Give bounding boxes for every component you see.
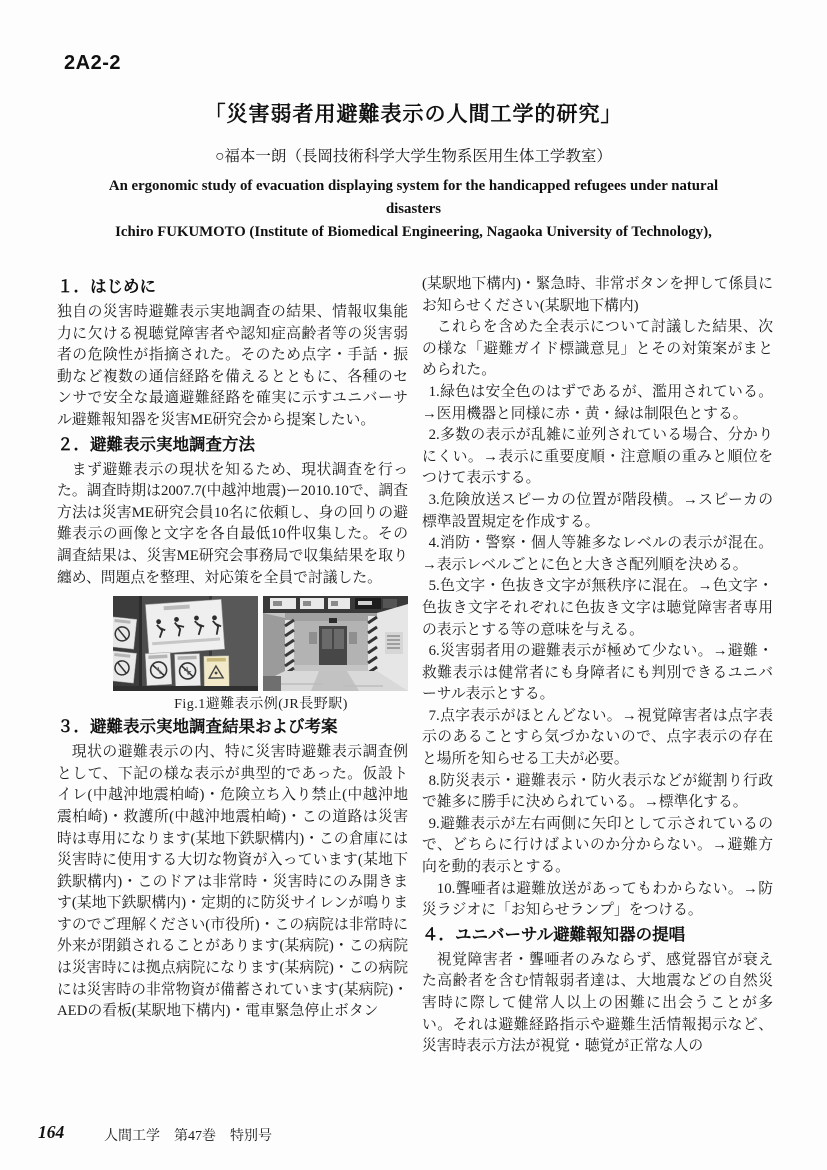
opinion-item-4: 4.消防・警察・個人等雑多なレベルの表示が混在。→表示レベルごとに色と大きさ配列順を決める。 [422, 535, 773, 573]
opinion-item-3: 3.危険放送スピーカの位置が階段横。→スピーカの標準設置規定を作成する。 [422, 491, 773, 530]
section-1-paragraph: 独自の災害時避難表示実地調査の結果、情報収集能力に欠ける視聴覚障害者や認知症高齢者等の災害弱者の危険性が指摘された。そのため点字・手話・振動など複数の通信経路を備えるとともに、各種のセンサで安全な最適避難経路を確実に示すユニバーサル避難報知器を災害ME研究会から提案したい。 [57, 304, 408, 428]
opinion-item-9: 9.避難表示が左右両側に矢印として示されているので、どちらに行けばよいのか分からない。→避難方向を動的表示とする。 [422, 815, 773, 876]
station-corridor-photo [263, 596, 408, 691]
section-3-paragraph: 現状の避難表示の内、特に災害時避難表示調査例として、下記の様な表示が典型的であった。仮設トイレ(中越沖地震柏崎)・危険立ち入り禁止(中越沖地震柏崎)・救護所(中越沖地震柏崎)・この道路は災害時は専用になります(某地下鉄駅構内)・この倉庫には災害時に使用する大切な物資が入っています(某地下鉄駅構内)・このドアは非常時・災害時にのみ開きます(某地下鉄駅構内)・定期的に防災サイレンが鳴りますのでご理解ください(市役所)・この病院は非常時に外来が閉鎖されることがあります(某病院)・この病院は災害時には拠点病院になります(某病院)・この病院には災害時の非常物資が備蓄されています(某病院)・AEDの看板(某駅地下構内)・電車緊急停止ボタン [57, 744, 408, 1020]
section-4-paragraph: 視覚障害者・聾唖者のみならず、感覚器官が衰えた高齢者を含む情報弱者達は、大地震などの自然災害時に際して健常人以上の困難に出会うことが多い。それは避難経路指示や避難生活情報掲示など、災害時表示方法が視覚・聴覚が正常な人の [422, 951, 773, 1055]
opinion-item-8: 8.防災表示・避難表示・防火表示などが縦割り行政で雑多に勝手に決められている。→標準化する。 [422, 772, 773, 811]
discussion-intro-paragraph: これらを含めた全表示について討議した結果、次の様な「避難ガイド標識意見」とその対策案がまとめられた。 [422, 319, 773, 379]
left-column [57, 274, 408, 1058]
figure-1 [113, 596, 409, 713]
paper-id: 2A2-2 [64, 52, 121, 74]
opinion-item-10: 10.聾唖者は避難放送があってもわからない。→防災ラジオに「お知らせランプ」をつける。 [422, 880, 773, 919]
opinion-item-5: 5.色文字・色抜き文字が無秩序に混在。→色文字・色抜き文字それぞれに色抜き文字は聴覚障害者専用の表示とする等の意味を与える。 [422, 578, 773, 638]
figure-1-photos [113, 596, 409, 691]
opinion-item-7: 7.点字表示がほとんどない。→視覚障害者は点字表示のあることすら気づかないので、点字表示の存在と場所を知らせる工夫が必要。 [422, 707, 773, 768]
paper-author-en: Ichiro FUKUMOTO (Institute of Biomedical Engineering, Nagaoka University of Technology), [115, 224, 712, 240]
paper-author-jp: ○福本一朗（長岡技術科学大学生物系医用生体工学教室） [215, 148, 612, 165]
evacuation-signs-photo [113, 596, 258, 691]
paper-header [0, 98, 827, 244]
section-2-paragraph: まず避難表示の現状を知るため、現状調査を行った。調査時期は2007.7(中越沖地震)ー2010.10で、調査方法は災害ME研究会員10名に依頼し、身の回りの避難表示の画像と文字を各自最低10件収集した。その調査結果は、災害ME研究会事務局で収集結果を取り纏め、問題点を整理、対応策を全員で討議した。 [57, 461, 408, 586]
section-4-heading: ４．ユニバーサル避難報知器の提唱 [422, 925, 686, 944]
right-column [422, 274, 773, 1058]
section-3-heading: ３．避難表示実地調査結果および考案 [57, 718, 338, 737]
paper-title-en-line1: An ergonomic study of evacuation displaying system for the handicapped refugees under natural [108, 178, 719, 194]
journal-info: 人間工学 第47巻 特別号 [104, 1129, 272, 1144]
station-corridor-photo-image [263, 596, 408, 691]
paper-title-en-line2: disasters [385, 201, 442, 217]
page-number: 164 [38, 1122, 65, 1142]
opinion-item-2: 2.多数の表示が乱雑に並列されている場合、分かりにくい。→表示に重要度順・注意順の重みと順位をつけて表示する。 [422, 427, 773, 487]
paper-title-jp: 「災害弱者用避難表示の人間工学的研究」 [204, 103, 623, 126]
section-2-heading: ２．避難表示実地調査方法 [57, 435, 255, 454]
evacuation-signs-photo-image [113, 596, 258, 691]
figure-1-caption: Fig.1避難表示例(JR長野駅) [174, 697, 348, 713]
opinion-item-1: 1.緑色は安全色のはずであるが、濫用されている。→医用機器と同様に赤・黄・緑は制限色とする。 [422, 383, 773, 422]
section-1-heading: １．はじめに [57, 278, 156, 296]
section-3-continuation: (某駅地下構内)・緊急時、非常ボタンを押して係員にお知らせください(某駅地下構内) [422, 276, 773, 314]
opinion-item-6: 6.災害弱者用の避難表示が極めて少ない。→避難・救難表示は健常者にも身障者にも判別できるユニバーサル表示とする。 [422, 643, 773, 703]
two-column-body [57, 274, 773, 1058]
